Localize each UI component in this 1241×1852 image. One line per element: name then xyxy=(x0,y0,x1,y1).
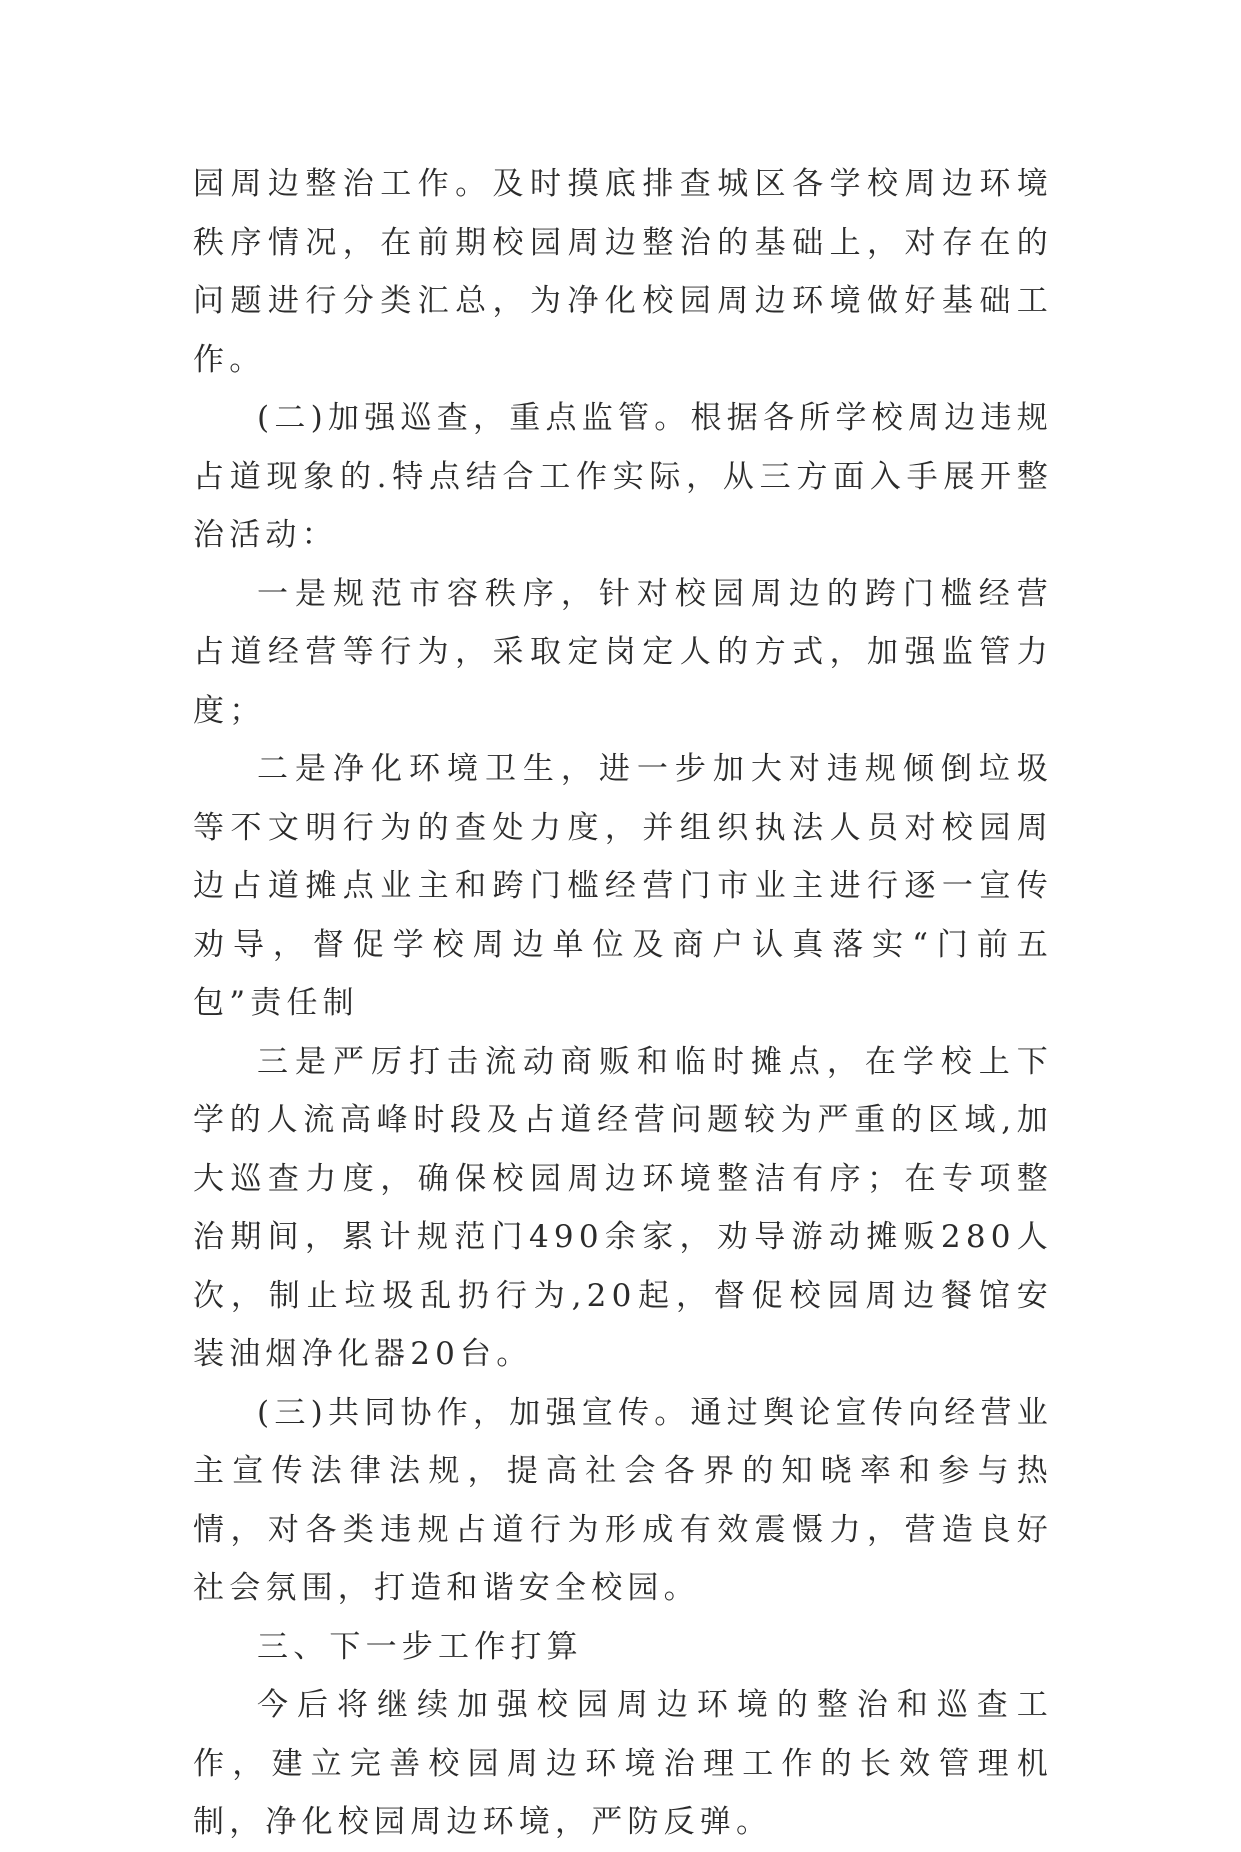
document-body xyxy=(193,155,1053,1852)
section-heading: 三、下一步工作打算 xyxy=(257,1628,583,1665)
paragraph-5: 三是严厉打击流动商贩和临时摊点，在学校上下学的人流高峰时段及占道经营问题较为严重的区域,加大巡查力度，确保校园周边环境整洁有序；在专项整治期间，累计规范门490余家，劝导游动摊贩280人次，制止垃圾乱扔行为,20起，督促校园周边餐馆安装油烟净化器20台。 xyxy=(193,1043,1053,1372)
paragraph-3: 一是规范市容秩序，针对校园周边的跨门槛经营占道经营等行为，采取定岗定人的方式，加强监管力度； xyxy=(193,575,1053,729)
paragraph-2: (二)加强巡查，重点监管。根据各所学校周边违规占道现象的.特点结合工作实际，从三方面入手展开整治活动： xyxy=(193,400,1053,553)
paragraph-4: 二是净化环境卫生，进一步加大对违规倾倒垃圾等不文明行为的查处力度，并组织执法人员对校园周边占道摊点业主和跨门槛经营门市业主进行逐一宣传劝导，督促学校周边单位及商户认真落实“门前五包”责任制 xyxy=(193,751,1053,1021)
paragraph-8: 今后将继续加强校园周边环境的整治和巡查工作，建立完善校园周边环境治理工作的长效管理机制，净化校园周边环境，严防反弹。 xyxy=(193,1687,1053,1840)
paragraph-6: (三)共同协作，加强宣传。通过舆论宣传向经营业主宣传法律法规，提高社会各界的知晓率和参与热情，对各类违规占道行为形成有效震慑力，营造良好社会氛围，打造和谐安全校园。 xyxy=(193,1394,1053,1606)
paragraph-1: 园周边整治工作。及时摸底排查城区各学校周边环境秩序情况，在前期校园周边整治的基础上，对存在的问题进行分类汇总，为净化校园周边环境做好基础工作。 xyxy=(193,166,1053,378)
